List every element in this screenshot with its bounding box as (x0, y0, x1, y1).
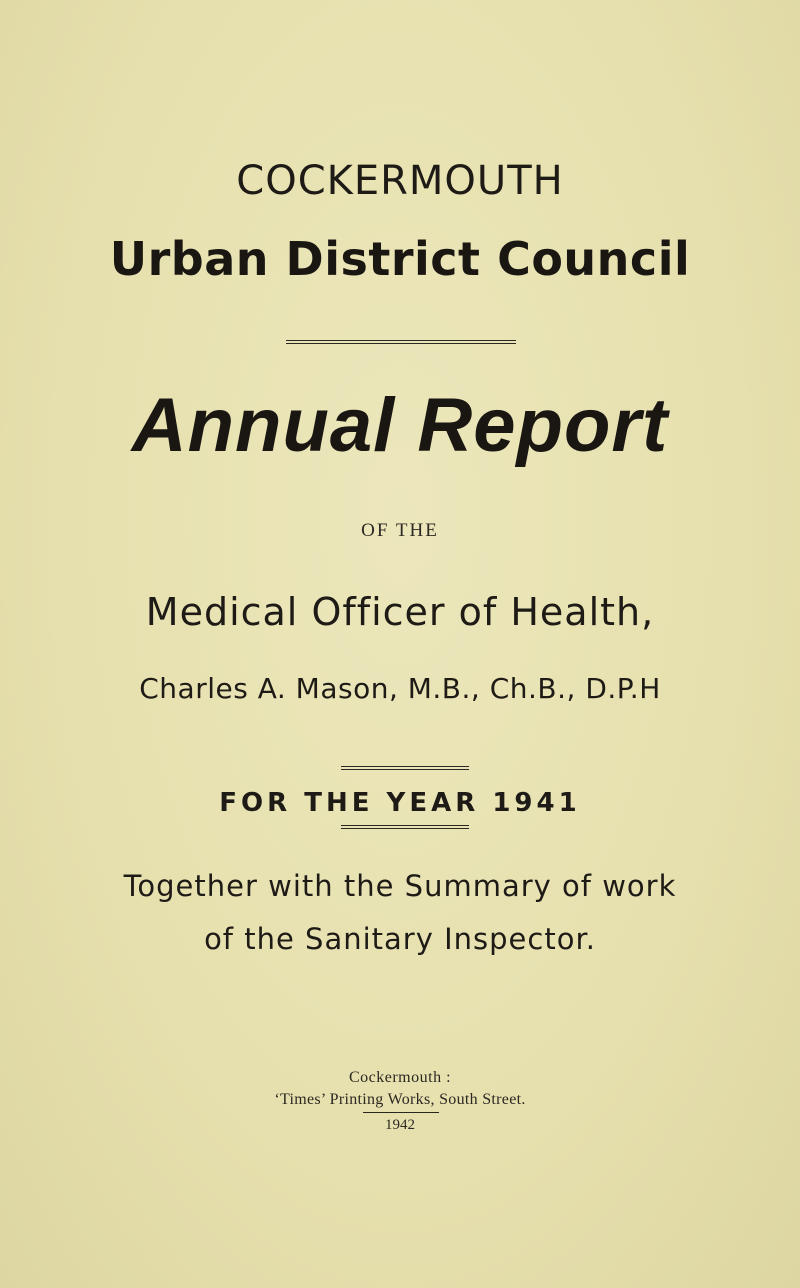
officer-name: Charles A. Mason, M.B., Ch.B., D.P.H (139, 672, 661, 705)
imprint-place: Cockermouth : (348, 1069, 452, 1086)
imprint-printer: ‘Times’ Printing Works, South Street. (274, 1091, 526, 1108)
town-heading: COCKERMOUTH (236, 158, 564, 204)
officer-title: Medical Officer of Health, (145, 590, 655, 634)
imprint-rule (363, 1112, 439, 1113)
of-the-label: OF THE (361, 520, 439, 541)
report-year: FOR THE YEAR 1941 (219, 788, 581, 818)
double-rule-divider (286, 340, 516, 344)
double-rule-divider (341, 766, 469, 770)
report-title: Annual Report (131, 383, 669, 468)
imprint-year: 1942 (385, 1117, 415, 1133)
council-heading: Urban District Council (109, 232, 691, 286)
summary-line: of the Sanitary Inspector. (204, 922, 596, 956)
summary-line: Together with the Summary of work (123, 869, 677, 903)
double-rule-divider (341, 825, 469, 829)
